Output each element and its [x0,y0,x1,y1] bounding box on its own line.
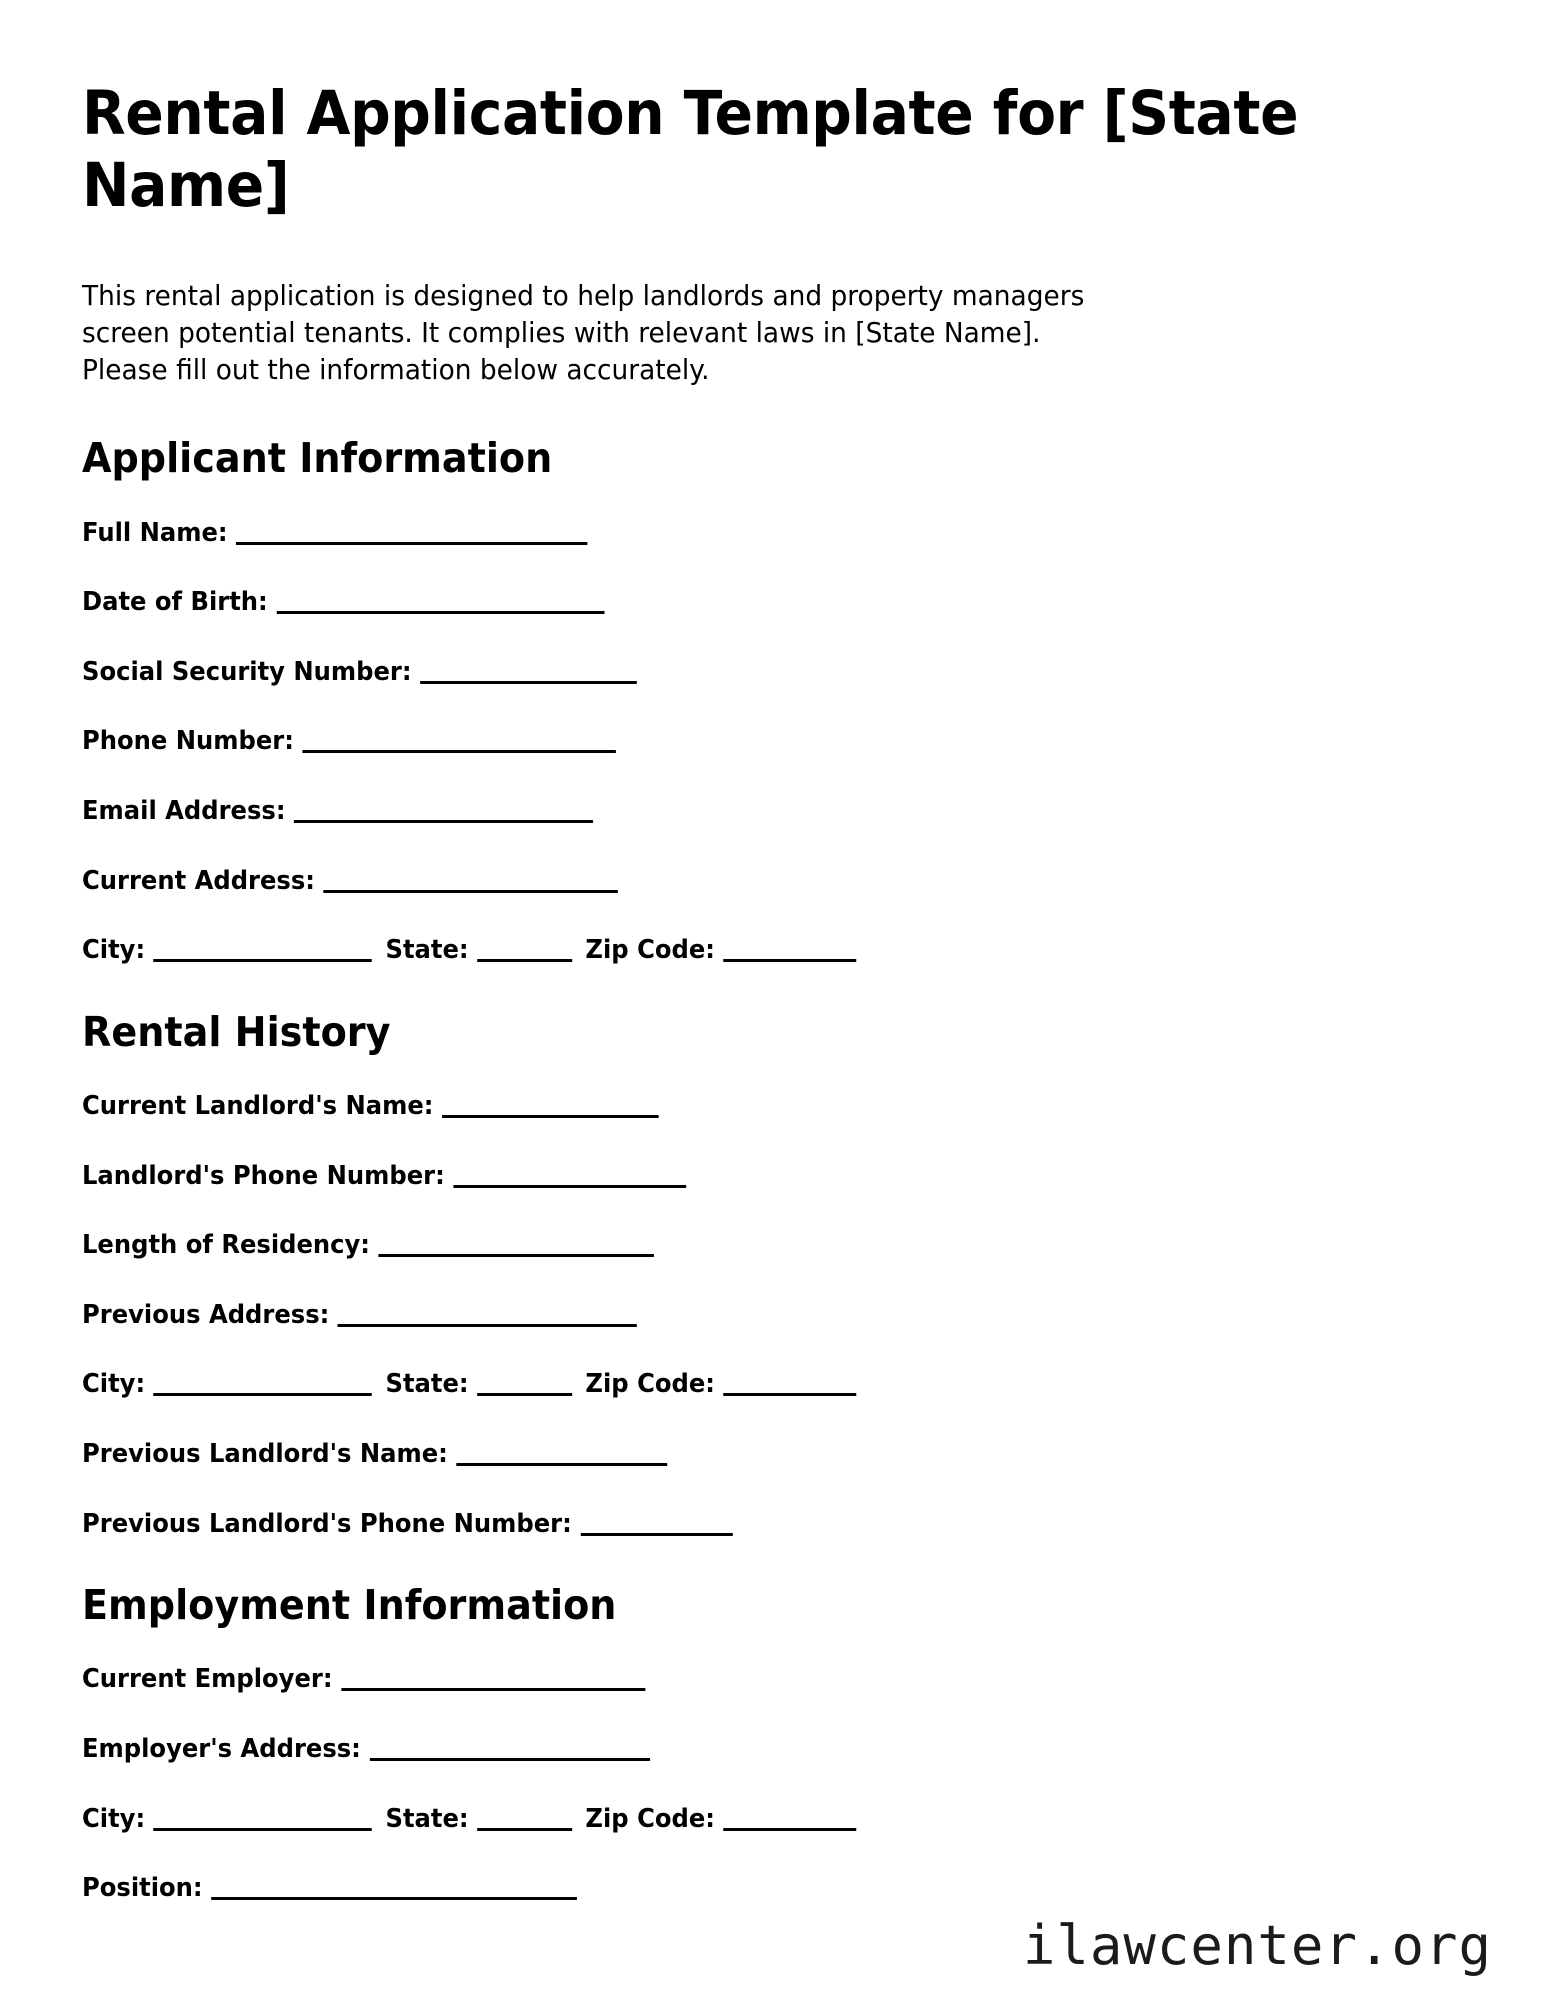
field-city-state-zip-rental-history [82,1369,1385,1400]
field-label: Full Name: [82,517,228,548]
field-email-address [82,796,1385,827]
state-input-blank[interactable] [477,1373,572,1396]
field-city-state-zip-employment [82,1804,1385,1835]
current-address-input-blank[interactable] [323,870,618,893]
intro-paragraph: This rental application is designed to help landlords and property managers screen potential tenants. It complies with relevant laws in [State Name]. Please fill out the information below accurately. [82,279,1085,386]
field-current-employer [82,1664,1385,1695]
field-current-address [82,866,1385,897]
full-name-input-blank[interactable] [236,522,588,545]
field-label: Position: [82,1873,203,1904]
field-previous-address [82,1300,1385,1331]
state-input-blank[interactable] [477,1808,572,1831]
field-previous-landlords-phone-number [82,1509,1385,1540]
city-label: City: [82,935,146,966]
zip-code-label: Zip Code: [585,1369,715,1400]
zip-code-input-blank[interactable] [724,1808,857,1831]
field-label: Phone Number: [82,726,294,757]
length-of-residency-input-blank[interactable] [379,1234,654,1257]
field-label: Length of Residency: [82,1230,370,1261]
field-label: Current Landlord's Name: [82,1091,434,1121]
zip-code-input-blank[interactable] [724,939,857,962]
city-input-blank[interactable] [154,1373,373,1396]
field-position [82,1873,1385,1904]
position-input-blank[interactable] [211,1877,577,1900]
city-label: City: [82,1803,146,1834]
field-city-state-zip-applicant [82,935,1385,966]
field-employers-address [82,1734,1385,1765]
field-label: Date of Birth: [82,587,268,618]
section-heading-employment-information: Employment Information [82,1581,617,1630]
state-label: State: [385,1369,469,1400]
field-current-landlords-name [82,1091,1385,1122]
section-heading-rental-history: Rental History [82,1007,391,1056]
city-input-blank[interactable] [154,1808,373,1831]
field-label: Email Address: [82,796,286,827]
state-label: State: [385,935,469,966]
landlords-phone-number-input-blank[interactable] [453,1165,686,1188]
field-date-of-birth [82,587,1385,618]
field-label: Previous Landlord's Phone Number: [82,1508,572,1539]
email-address-input-blank[interactable] [294,800,593,823]
phone-number-input-blank[interactable] [302,730,615,753]
employers-address-input-blank[interactable] [369,1738,649,1761]
previous-landlords-name-input-blank[interactable] [456,1443,667,1466]
city-input-blank[interactable] [154,939,373,962]
field-label: Current Address: [82,865,315,896]
field-label: Current Employer: [82,1664,333,1695]
previous-address-input-blank[interactable] [338,1304,637,1327]
current-landlords-name-input-blank[interactable] [442,1095,659,1118]
current-employer-input-blank[interactable] [341,1668,645,1691]
city-label: City: [82,1369,146,1400]
field-label: Landlord's Phone Number: [82,1160,445,1191]
zip-code-label: Zip Code: [585,1803,715,1834]
field-landlords-phone-number [82,1161,1385,1192]
field-previous-landlords-name [82,1439,1385,1470]
zip-code-label: Zip Code: [585,935,715,966]
field-label: Previous Address: [82,1299,330,1330]
field-phone-number [82,726,1385,757]
section-heading-applicant-information: Applicant Information [82,434,553,483]
date-of-birth-input-blank[interactable] [276,591,604,614]
previous-landlords-phone-number-input-blank[interactable] [580,1513,732,1536]
page-title: Rental Application Template for [State Name] [82,78,1299,221]
field-label: Social Security Number: [82,656,412,687]
site-watermark: ilawcenter.org [1022,1914,1492,1977]
field-label: Employer's Address: [82,1733,361,1764]
field-label: Previous Landlord's Name: [82,1438,448,1469]
field-length-of-residency [82,1230,1385,1261]
state-input-blank[interactable] [477,939,572,962]
field-full-name [82,518,1385,549]
zip-code-input-blank[interactable] [724,1373,857,1396]
social-security-number-input-blank[interactable] [420,661,637,684]
state-label: State: [385,1803,469,1834]
field-social-security-number [82,657,1385,688]
